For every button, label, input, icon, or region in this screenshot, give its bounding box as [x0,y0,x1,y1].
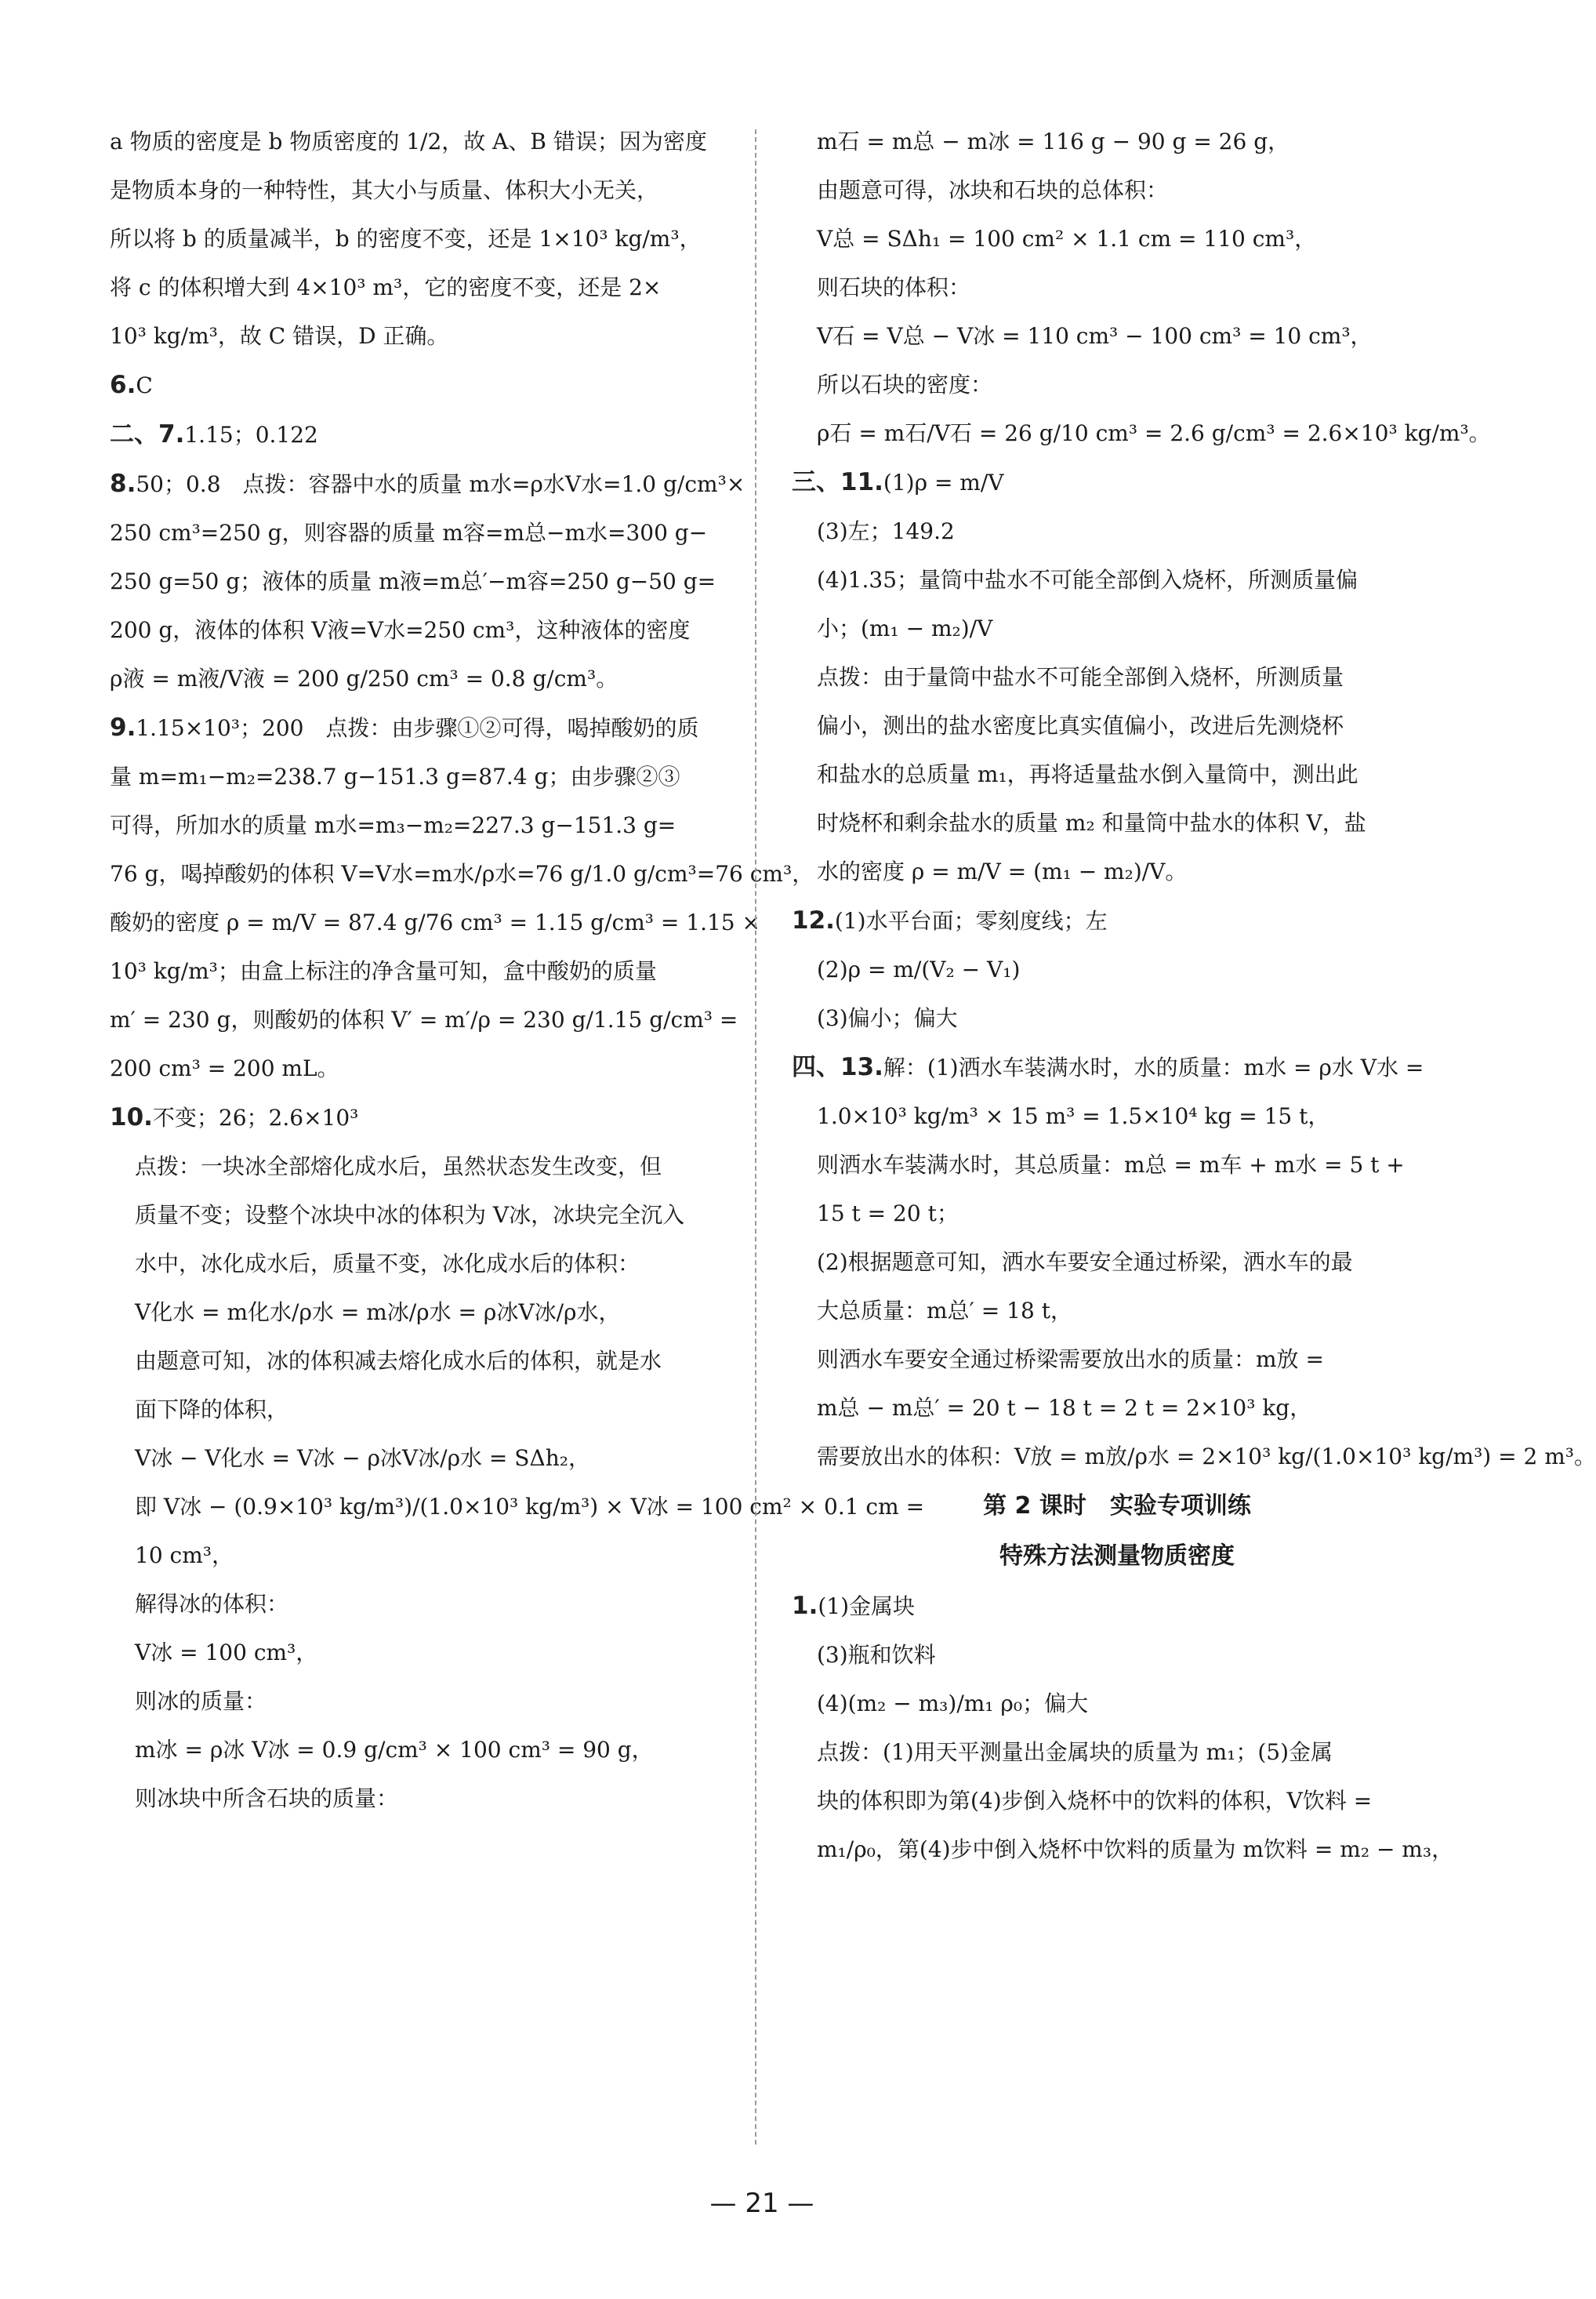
answer-line [110,1726,729,1774]
answer-line [110,1044,729,1093]
answer-line [792,1384,1442,1433]
answer-text: 将 c 的体积增大到 4×10³ m³，它的密度不变，还是 2× [110,274,662,300]
answer-line [110,1288,729,1337]
answer-text: V石 = V总 − V冰 = 110 cm³ − 100 cm³ = 10 cm³， [817,323,1373,349]
answer-text: 水的密度 ρ = m/V = (m₁ − m₂)/V。 [817,859,1188,884]
answer-text: 50；0.8 点拨：容器中水的质量 m水=ρ水V水=1.0 g/cm³× [136,471,745,497]
answer-line [110,118,729,166]
answer-line [110,557,729,606]
question-number: 8. [110,470,136,498]
answer-text: 酸奶的密度 ρ = m/V = 87.4 g/76 cm³ = 1.15 g/cm³ = 1.15 × [110,910,760,935]
right-column [792,118,1596,1874]
answer-text: 由题意可知，冰的体积减去熔化成水后的体积，就是水 [135,1348,662,1374]
answer-text: V冰 − V化水 = V冰 − ρ冰V冰/ρ水 = SΔh₂， [135,1445,590,1471]
answer-line [110,1093,729,1142]
question-number: 10. [110,1103,153,1131]
column-divider [755,129,756,2145]
answer-line [792,848,1442,896]
answer-text: 需要放出水的体积：V放 = m放/ρ水 = 2×10³ kg/(1.0×10³ kg/m³) = 2 m³。 [817,1444,1596,1469]
answer-text: 1.0×10³ kg/m³ × 15 m³ = 1.5×10⁴ kg = 15 t， [817,1103,1330,1129]
answer-text: 200 g，液体的体积 V液=V水=250 cm³，这种液体的密度 [110,617,691,643]
answer-text: ρ石 = m石/V石 = 26 g/10 cm³ = 2.6 g/cm³ = 2.6×10³ kg/m³。 [817,420,1491,446]
answer-line [792,1433,1596,1481]
answer-text: 偏小，测出的盐水密度比真实值偏小，改进后先测烧杯 [817,713,1344,739]
section-heading-topic: 特殊方法测量物质密度 [999,1542,1235,1570]
question-number: 9. [110,714,136,742]
answer-text: 则冰的质量： [135,1688,267,1714]
answer-line [792,409,1491,458]
answer-line [110,1191,729,1240]
answer-line [792,994,1442,1043]
answer-text: (3)瓶和饮料 [817,1642,936,1668]
answer-line [792,1582,1442,1631]
answer-text: 250 cm³=250 g，则容器的质量 m容=m总−m水=300 g− [110,520,708,546]
answer-line [792,799,1442,848]
answer-line [792,312,1442,361]
answer-line [792,605,1442,653]
answer-line [110,1580,729,1629]
answer-text: 10³ kg/m³；由盒上标注的净含量可知，盒中酸奶的质量 [110,958,657,984]
answer-text: 是物质本身的一种特性，其大小与质量、体积大小无关， [110,177,659,203]
answer-line [792,166,1442,215]
answer-text: 10 cm³， [135,1542,234,1568]
answer-text: 1.15×10³；200 点拨：由步骤①②可得，喝掉酸奶的质 [136,715,699,741]
answer-line [792,896,1442,946]
page-number: — 21 — [709,2188,814,2219]
answer-text: 76 g，喝掉酸奶的体积 V=V水=m水/ρ水=76 g/1.0 g/cm³=76 cm³， [110,861,814,887]
answer-line [110,850,814,899]
answer-line [110,655,729,703]
answer-line [110,1434,729,1483]
answer-line [792,556,1442,605]
answer-text: m冰 = ρ冰 V冰 = 0.9 g/cm³ × 100 cm³ = 90 g， [135,1737,654,1763]
answer-line [110,509,729,557]
answer-text: V总 = SΔh₁ = 100 cm² × 1.1 cm = 110 cm³， [817,226,1317,252]
question-number: 三、11. [792,468,883,496]
answer-text: m总 − m总′ = 20 t − 18 t = 2 t = 2×10³ kg， [817,1395,1312,1421]
answer-text: 水中，冰化成水后，质量不变，冰化成水后的体积： [135,1251,640,1277]
answer-line [792,1092,1442,1141]
answer-line [792,1631,1442,1680]
answer-line [110,1337,729,1386]
answer-text: 则石块的体积： [817,274,971,300]
answer-line [110,1142,729,1191]
answer-line [110,1531,729,1580]
answer-line [110,312,729,361]
answer-text: 解：(1)洒水车装满水时，水的质量：m水 = ρ水 V水 = [883,1055,1424,1080]
answer-line [792,361,1442,409]
answer-line [792,653,1442,702]
answer-line [792,702,1442,750]
answer-text: 则洒水车要安全通过桥梁需要放出水的质量：m放 = [817,1346,1324,1372]
answer-text: (1)水平台面；零刻度线；左 [834,908,1108,934]
answer-line [110,1677,729,1726]
answer-text: 则洒水车装满水时，其总质量：m总 = m车 + m水 = 5 t + [817,1152,1405,1178]
answer-text: 可得，所加水的质量 m水=m₃−m₂=227.3 g−151.3 g= [110,812,676,838]
question-number: 1. [792,1592,818,1620]
answer-line [110,1240,729,1288]
answer-line [110,410,729,459]
answer-text: 所以将 b 的质量减半，b 的密度不变，还是 1×10³ kg/m³， [110,226,702,252]
answer-text: C [136,372,153,398]
answer-line [792,1777,1442,1825]
answer-text: 不变；26；2.6×10³ [152,1105,359,1131]
answer-line [110,703,729,753]
answer-text: 1.15；0.122 [184,422,318,448]
answer-text: 点拨：由于量筒中盐水不可能全部倒入烧杯，所测质量 [817,664,1344,690]
answer-line [792,1728,1442,1777]
answer-line [792,118,1442,166]
answer-line [792,1287,1442,1335]
answer-line [110,606,729,655]
answer-line [110,1483,925,1531]
answer-text: 解得冰的体积： [135,1591,289,1617]
answer-text: 块的体积即为第(4)步倒入烧杯中的饮料的体积，V饮料 = [817,1788,1373,1814]
answer-text: (2)ρ = m/(V₂ − V₁) [817,957,1021,982]
answer-line [110,361,729,410]
question-number: 四、13. [792,1053,883,1081]
answer-text: ρ液 = m液/V液 = 200 g/250 cm³ = 0.8 g/cm³。 [110,666,618,692]
answer-text: 250 g=50 g；液体的质量 m液=m总′−m容=250 g−50 g= [110,568,716,594]
answer-text: 由题意可得，冰块和石块的总体积： [817,177,1169,203]
answer-text: 即 V冰 − (0.9×10³ kg/m³)/(1.0×10³ kg/m³) × V冰 = 100 cm² × 0.1 cm = [135,1494,925,1520]
answer-line [792,507,1442,556]
answer-text: a 物质的密度是 b 物质密度的 1/2，故 A、B 错误；因为密度 [110,129,707,154]
answer-text: 点拨：一块冰全部熔化成水后，虽然状态发生改变，但 [135,1153,662,1179]
answer-line [792,1043,1442,1092]
answer-line [110,801,729,850]
answer-line [792,263,1442,312]
question-number: 6. [110,371,136,399]
answer-line [792,1680,1442,1728]
answer-text: 15 t = 20 t； [817,1200,959,1226]
answer-line [792,946,1442,994]
answer-line [110,1629,729,1677]
answer-line [110,166,729,215]
answer-text: 时烧杯和剩余盐水的质量 m₂ 和量筒中盐水的体积 V，盐 [817,810,1366,836]
answer-line [110,947,729,996]
section-heading-lesson: 第 2 课时 实验专项训练 [983,1492,1251,1520]
answer-line [110,1386,729,1434]
answer-line [792,215,1442,263]
answer-text: 小；(m₁ − m₂)/V [817,616,993,641]
answer-line [792,1189,1442,1238]
answer-text: (4)(m₂ − m₃)/m₁ ρ₀；偏大 [817,1691,1089,1716]
answer-text: 面下降的体积， [135,1396,289,1422]
answer-line [792,1141,1442,1189]
answer-text: 点拨：(1)用天平测量出金属块的质量为 m₁；(5)金属 [817,1739,1333,1765]
answer-line [792,750,1442,799]
answer-line [110,263,729,312]
answer-text: (4)1.35；量筒中盐水不可能全部倒入烧杯，所测质量偏 [817,567,1358,593]
answer-line [110,996,738,1044]
answer-text: 大总质量：m总′ = 18 t， [817,1298,1072,1324]
answer-text: (3)左；149.2 [817,518,955,544]
answer-line [792,1825,1454,1874]
answer-text: 200 cm³ = 200 mL。 [110,1055,339,1081]
answer-text: 量 m=m₁−m₂=238.7 g−151.3 g=87.4 g；由步骤②③ [110,764,680,790]
answer-text: m′ = 230 g，则酸奶的体积 V′ = m′/ρ = 230 g/1.15 g/cm³ = [110,1007,738,1033]
answer-line [110,459,745,509]
answer-text: V化水 = m化水/ρ水 = m冰/ρ水 = ρ冰V冰/ρ水， [135,1299,621,1325]
answer-text: (1)金属块 [818,1593,916,1619]
answer-text: (1)ρ = m/V [883,470,1004,496]
answer-text: m₁/ρ₀，第(4)步中倒入烧杯中饮料的质量为 m饮料 = m₂ − m₃， [817,1836,1454,1862]
question-number: 12. [792,906,835,935]
question-number: 二、7. [110,420,185,449]
answer-text: 10³ kg/m³，故 C 错误，D 正确。 [110,323,449,349]
answer-text: (3)偏小；偏大 [817,1005,958,1031]
answer-text: (2)根据题意可知，洒水车要安全通过桥梁，洒水车的最 [817,1249,1353,1275]
answer-line [792,1238,1442,1287]
answer-line [110,215,729,263]
answer-line [110,1774,729,1823]
answer-text: 质量不变；设整个冰块中冰的体积为 V冰，冰块完全沉入 [135,1202,685,1228]
answer-text: m石 = m总 − m冰 = 116 g − 90 g = 26 g， [817,129,1290,154]
answer-text: 则冰块中所含石块的质量： [135,1785,399,1811]
answer-line [792,1335,1442,1384]
answer-line [110,753,729,801]
answer-line [792,458,1442,507]
answer-line [110,899,760,947]
answer-text: V冰 = 100 cm³， [135,1640,318,1665]
answer-text: 和盐水的总质量 m₁，再将适量盐水倒入量筒中，测出此 [817,761,1358,787]
answer-text: 所以石块的密度： [817,372,993,398]
